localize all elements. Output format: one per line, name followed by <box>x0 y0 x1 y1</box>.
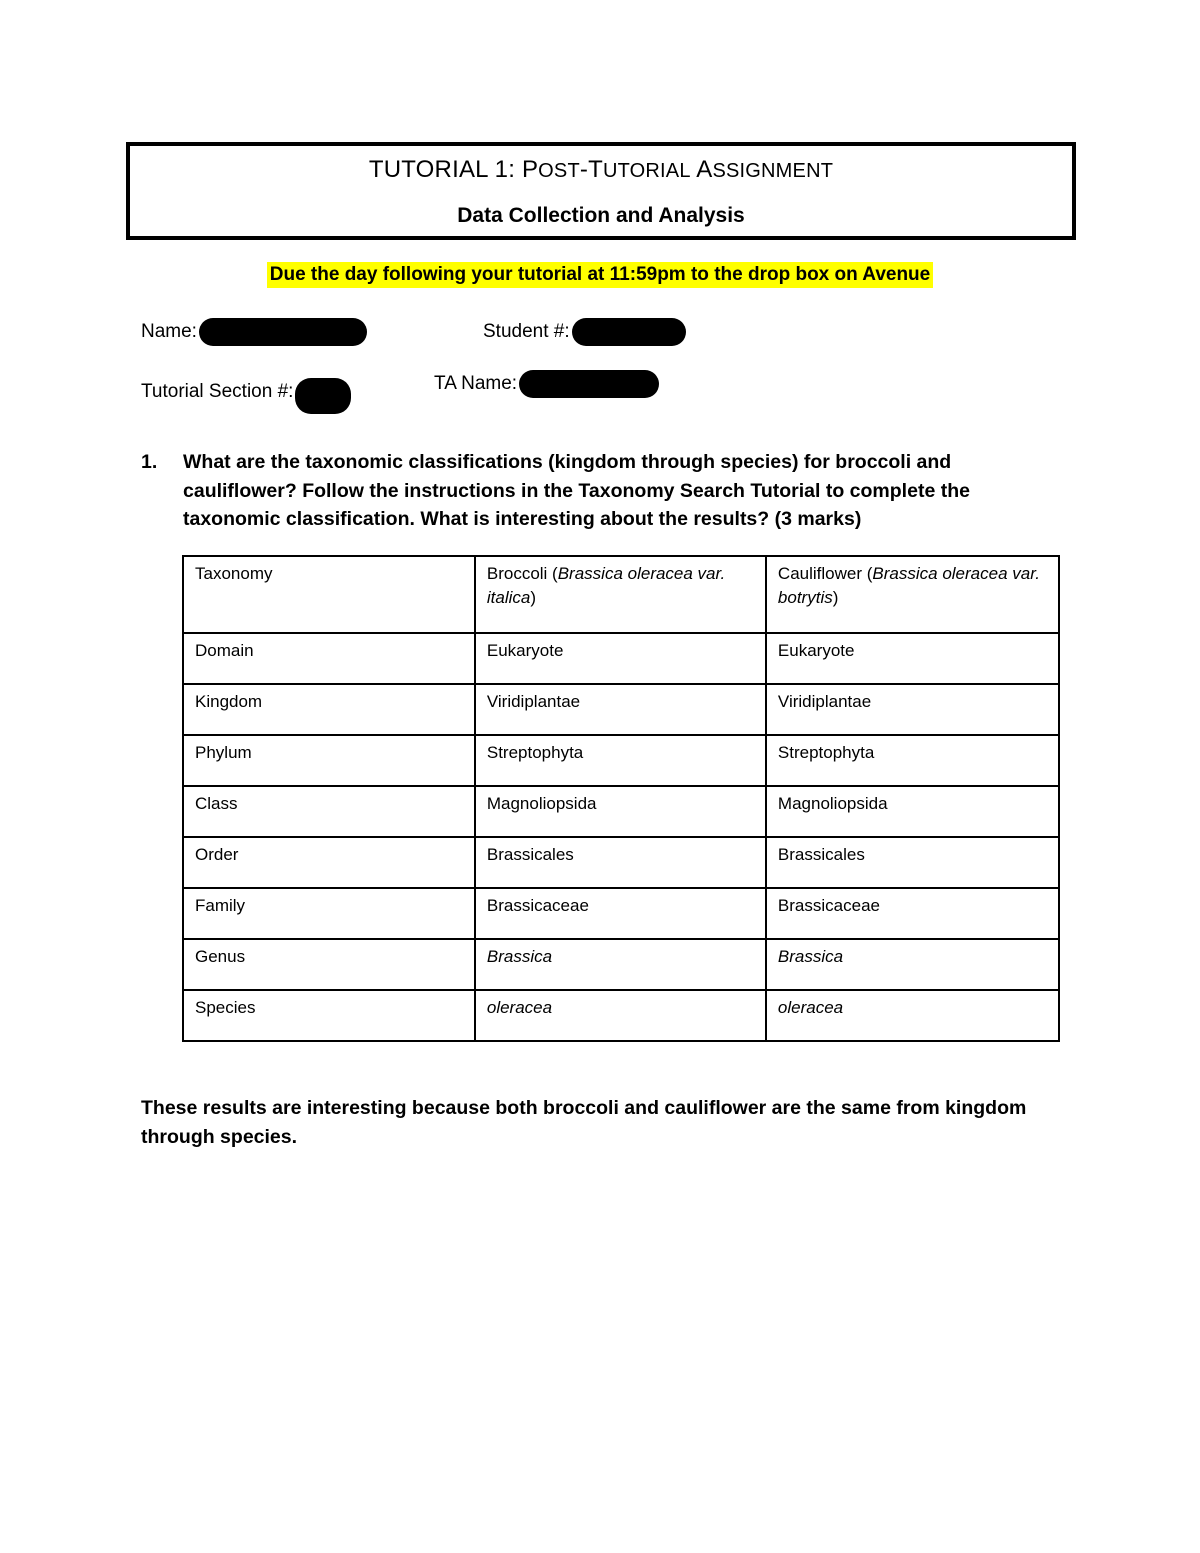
rank-cell: Kingdom <box>183 684 475 735</box>
cauliflower-cell: Viridiplantae <box>766 684 1059 735</box>
title-text: OST <box>538 160 580 182</box>
header-text: Taxonomy <box>195 564 273 583</box>
rank-cell: Class <box>183 786 475 837</box>
cauliflower-cell: Magnoliopsida <box>766 786 1059 837</box>
ta-name-label: TA Name: <box>434 373 518 394</box>
rank-cell: Phylum <box>183 735 475 786</box>
table-row <box>183 888 1059 939</box>
assignment-title <box>130 156 1072 184</box>
title-box <box>126 142 1076 240</box>
table-row <box>183 786 1059 837</box>
header-cell-cauliflower <box>766 556 1059 633</box>
header-text: Broccoli ( <box>486 564 558 583</box>
question-1 <box>141 448 1041 534</box>
rank-cell: Family <box>183 888 475 939</box>
student-number-redaction <box>572 318 686 346</box>
header-text: Cauliflower ( <box>777 564 873 583</box>
table-row <box>183 633 1059 684</box>
cauliflower-cell: Eukaryote <box>766 633 1059 684</box>
table-row <box>183 939 1059 990</box>
due-notice: Due the day following your tutorial at 11:59pm to the drop box on Avenue <box>267 262 933 288</box>
title-text: A <box>690 156 713 183</box>
header-scientific-name: Brassica oleracea var. italica <box>486 564 726 607</box>
ta-name-redaction <box>519 370 659 398</box>
ta-name-field <box>434 370 659 398</box>
cauliflower-cell: oleracea <box>766 990 1059 1041</box>
due-notice-row <box>0 262 1200 288</box>
broccoli-cell: oleracea <box>475 990 766 1041</box>
table-row <box>183 990 1059 1041</box>
broccoli-cell: Streptophyta <box>475 735 766 786</box>
table-row <box>183 684 1059 735</box>
header-cell-taxonomy <box>183 556 475 633</box>
cauliflower-cell: Streptophyta <box>766 735 1059 786</box>
cauliflower-cell: Brassica <box>766 939 1059 990</box>
header-text: ) <box>832 588 839 607</box>
name-redaction <box>199 318 367 346</box>
tutorial-section-label: Tutorial Section #: <box>141 381 294 402</box>
question-number: 1. <box>141 451 158 473</box>
rank-cell: Genus <box>183 939 475 990</box>
table-header-row <box>183 556 1059 633</box>
table-row <box>183 735 1059 786</box>
broccoli-cell: Eukaryote <box>475 633 766 684</box>
title-text: SSIGNMENT <box>712 160 834 182</box>
rank-cell: Domain <box>183 633 475 684</box>
name-field <box>141 318 367 346</box>
title-text: -T <box>579 156 603 183</box>
table-row <box>183 837 1059 888</box>
header-text: ) <box>530 588 536 607</box>
tutorial-section-redaction <box>295 378 351 414</box>
cauliflower-cell: Brassicaceae <box>766 888 1059 939</box>
title-text: TUTORIAL 1: P <box>368 156 539 183</box>
broccoli-cell: Brassicaceae <box>475 888 766 939</box>
title-text: UTORIAL <box>602 160 691 182</box>
broccoli-cell: Brassicales <box>475 837 766 888</box>
student-number-label: Student #: <box>483 321 570 342</box>
answer-text: These results are interesting because both broccoli and cauliflower are the same from kingdom through species. <box>141 1097 1027 1148</box>
rank-cell: Species <box>183 990 475 1041</box>
broccoli-cell: Magnoliopsida <box>475 786 766 837</box>
name-label: Name: <box>141 321 197 342</box>
taxonomy-table <box>182 555 1060 1042</box>
question-text: What are the taxonomic classifications (kingdom through species) for broccoli and cauliflower? Follow the instructions in the Taxonomy Search Tutorial to complete the taxonomic classification. What is interesting about the results? (3 marks) <box>183 451 970 530</box>
tutorial-section-field <box>141 370 351 414</box>
student-number-field <box>483 318 686 346</box>
header-scientific-name: Brassica oleracea var. botrytis <box>777 564 1040 607</box>
cauliflower-cell: Brassicales <box>766 837 1059 888</box>
assignment-subtitle: Data Collection and Analysis <box>457 204 745 227</box>
header-cell-broccoli <box>475 556 766 633</box>
broccoli-cell: Viridiplantae <box>475 684 766 735</box>
rank-cell: Order <box>183 837 475 888</box>
broccoli-cell: Brassica <box>475 939 766 990</box>
